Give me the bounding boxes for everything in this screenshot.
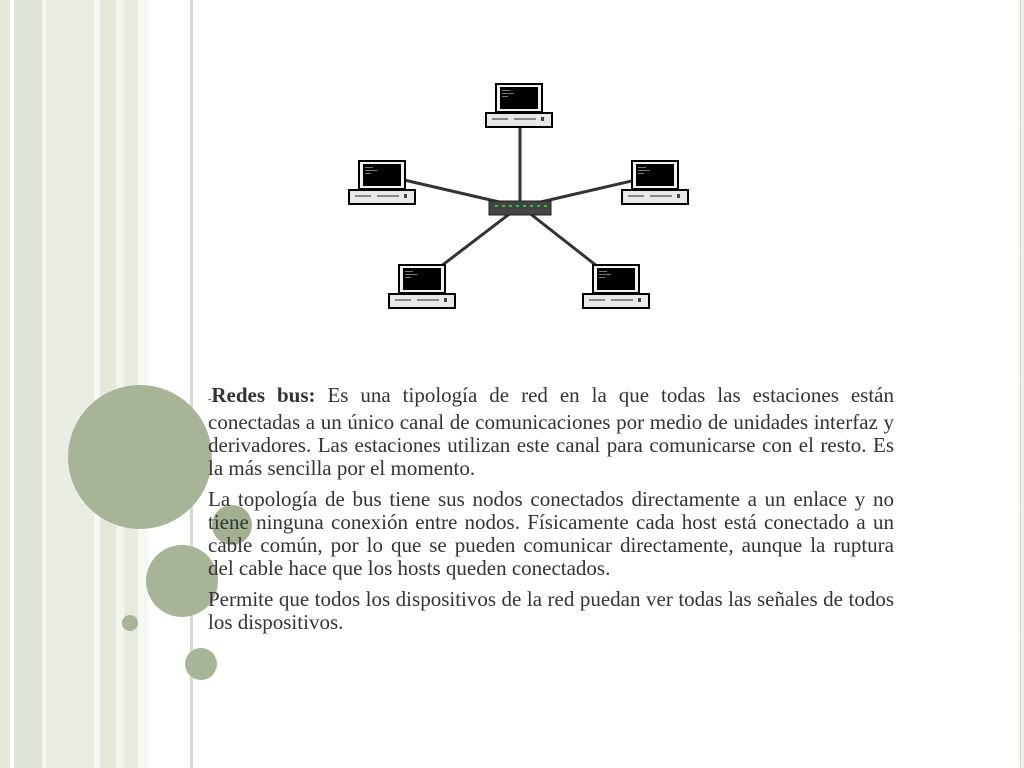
- decor-circle-large: [68, 385, 212, 529]
- network-hub-icon: [489, 201, 551, 215]
- cable-right: [532, 180, 636, 204]
- lead-dash: -: [208, 394, 212, 405]
- decor-stripe: [138, 0, 148, 768]
- decor-stripe: [148, 0, 190, 768]
- decor-stripe: [14, 0, 42, 768]
- cable-left: [404, 180, 508, 204]
- star-topology-diagram: [340, 78, 700, 318]
- paragraph-text: Es una tipología de red en la que todas las estaciones están conectadas a un único canal de comunicaciones por medio de unidades interfaz y derivadores. Las estaciones utilizan este canal para comunicarse con el resto. Es la más sencilla por el momento.: [208, 383, 894, 480]
- computer-icon: [349, 161, 415, 204]
- paragraph-bus-definition: [208, 384, 894, 480]
- paragraph-bus-signals: Permite que todos los dispositivos de la red puedan ver todas las señales de todos los dispositivos.: [208, 587, 894, 634]
- paragraph-bus-topology: La topología de bus tiene sus nodos conectados directamente a un enlace y no tiene ninguna conexión entre nodos. Físicamente cada host está conectado a un cable común, por lo que se pueden comunicar directamente, aunque la ruptura del cable hace que los hosts queden conectados.: [208, 487, 894, 580]
- decor-stripe: [124, 0, 138, 768]
- slide-body: [208, 384, 894, 642]
- decor-stripe: [0, 0, 10, 768]
- computer-icon: [622, 161, 688, 204]
- cable-bottom-right: [528, 212, 602, 270]
- decor-right-line: [1020, 0, 1021, 768]
- computer-icon: [486, 84, 552, 127]
- decor-stripe: [46, 0, 94, 768]
- decor-stripe: [100, 0, 116, 768]
- computer-icon: [583, 265, 649, 308]
- decor-circle-tiny: [122, 615, 138, 631]
- decor-circle-small-2: [185, 648, 217, 680]
- term-redes-bus: Redes bus:: [211, 383, 316, 407]
- cable-bottom-left: [436, 212, 512, 270]
- decor-stripe: [116, 0, 124, 768]
- network-cables: [404, 122, 636, 270]
- computer-icon: [389, 265, 455, 308]
